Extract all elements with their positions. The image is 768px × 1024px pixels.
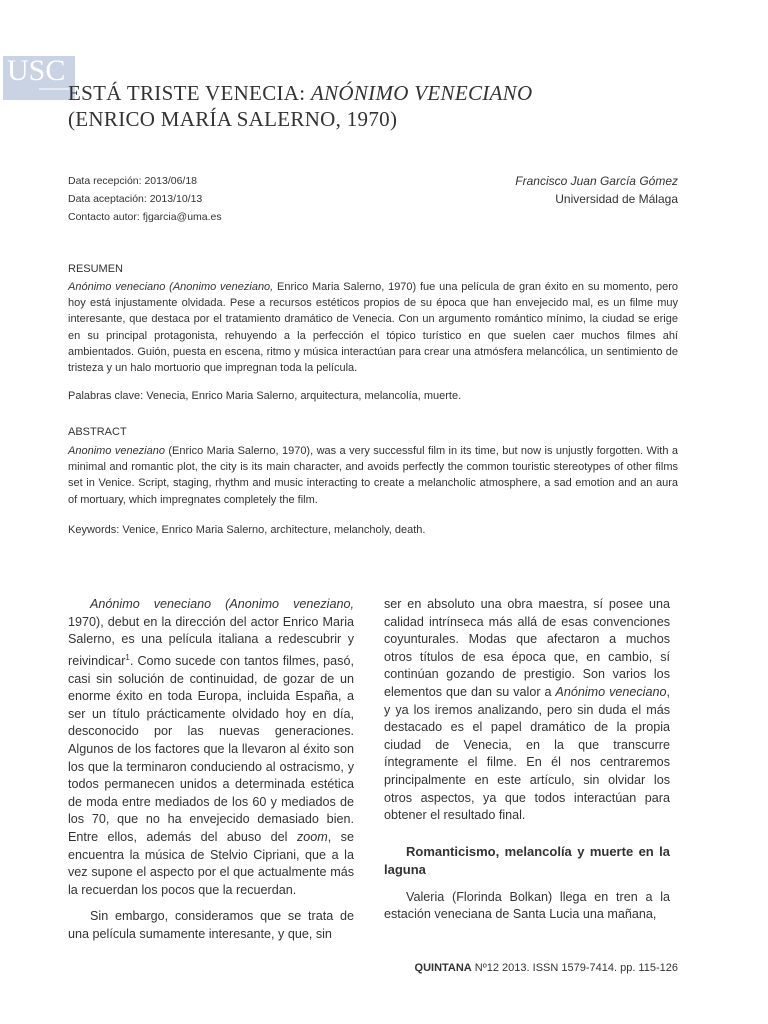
accepted-date: Data aceptación: 2013/10/13 xyxy=(68,193,203,205)
submission-meta xyxy=(68,172,222,226)
abstract-text xyxy=(68,443,678,508)
resumen-heading: RESUMEN xyxy=(68,263,124,275)
article-title xyxy=(68,80,708,132)
abstract-italic: Anonimo veneziano xyxy=(68,445,165,457)
title-line1-italic: ANÓNIMO VENECIANO xyxy=(310,81,533,105)
footnote-ref: 1 xyxy=(125,652,130,662)
title-line2: (ENRICO MARÍA SALERNO, 1970) xyxy=(68,107,398,131)
journal-details: Nº12 2013. ISSN 1579-7414. pp. 115-126 xyxy=(471,962,678,974)
page-footer xyxy=(415,962,678,974)
logo-underline xyxy=(39,88,69,90)
author-contact: Contacto autor: fjgarcia@uma.es xyxy=(68,211,222,223)
abstract-keywords: Keywords: Venice, Enrico Maria Salerno, architecture, melancholy, death. xyxy=(68,524,426,536)
author-affiliation: Universidad de Málaga xyxy=(555,192,678,206)
body-p1-text-b: . Como sucede con tantos filmes, pasó, casi sin solución de continuidad, de gozar de un enorme éxito en toda Europa, incluida España, a ser un título prácticamente olvidado hoy en día, desconocido por las nuevas generaciones. Algunos de los factores que la llevaron al éxito son los que la terminaron conduciendo al ostracismo, y todos permanecen unidos a determinada estética de moda entre mediados de los 60 y mediados de los 70, que no ha envejecido demasiado bien. Entre ellos, además del abuso del xyxy=(68,653,354,844)
resumen-italic: Anónimo veneciano (Anonimo veneziano, xyxy=(68,281,274,293)
body-paragraph-1 xyxy=(68,596,354,899)
title-line1-plain: ESTÁ TRISTE VENECIA: xyxy=(68,81,311,105)
author-name: Francisco Juan García Gómez xyxy=(515,174,678,188)
resumen-body: Enrico Maria Salerno, 1970) fue una película de gran éxito en su momento, pero hoy está injustamente olvidada. Pese a recursos estéticos propios de su época que han envejecido mal, es un filme muy interesante, que destaca por el tratamiento dramático de Venecia. Con un argumento romántico mínimo, la ciudad se erige en su principal protagonista, rehuyendo a la perfección el tópico turístico en que suelen caer muchos filmes ahí ambientados. Guión, puesta en escena, ritmo y música interactúan para crear una atmósfera melancólica, un sentimiento de tristeza y un halo mortuorio que impregnan toda la película. xyxy=(68,281,678,375)
body-p1-text-c: , se encuentra la música de Stelvio Cipriani, que a la vez supone el aspecto por el que actualmente más la recuerdan los pocos que la recuerdan. xyxy=(68,829,354,897)
abstract-body: (Enrico Maria Salerno, 1970), was a very successful film in its time, but now is unjustly forgotten. With a minimal and romantic plot, the city is its main character, and avoids perfectly the common touristic stereotypes of other films set in Venice. Script, staging, rhythm and music interacting to create a melancholic atmosphere, a sad emotion and an aura of mortuary, which impregnates completely the film. xyxy=(68,445,678,506)
resumen-text xyxy=(68,279,678,376)
body-paragraph-2: Sin embargo, consideramos que se trata de una película sumamente interesante, y que, sin xyxy=(68,909,354,941)
body-p3-text-b: , y ya los iremos analizando, pero sin duda el más destacado es el papel dramático de la propia ciudad de Venecia, en la que transcurre íntegramente el filme. En él nos centraremos principalmente en este artículo, sin olvidar los otros aspectos, ya que todos interactúan para obtener el resultado final. xyxy=(384,684,670,823)
journal-name: QUINTANA xyxy=(414,962,472,974)
resumen-keywords: Palabras clave: Venecia, Enrico Maria Salerno, arquitectura, melancolía, muerte. xyxy=(68,390,462,402)
abstract-heading: ABSTRACT xyxy=(68,426,127,438)
body-p1-zoom: zoom xyxy=(296,829,328,844)
body-paragraph-4: Valeria (Florinda Bolkan) llega en tren a la estación veneciana de Santa Lucia una mañana, xyxy=(384,889,670,922)
logo-text: USC xyxy=(7,54,66,87)
body-column-right xyxy=(384,596,670,924)
university-logo xyxy=(3,56,75,100)
body-p3-text-a: ser en absoluto una obra maestra, sí posee una calidad intrínseca más allá de esas convenciones coyunturales. Modas que afectaron a muchos otros títulos de esa época que, en cambio, sí continúan gozando de prestigio. Son varios los elementos que dan su valor a xyxy=(384,597,670,699)
body-p3-italic: Anónimo veneciano xyxy=(555,684,667,699)
received-date: Data recepción: 2013/06/18 xyxy=(68,175,198,187)
body-paragraph-3 xyxy=(384,596,670,825)
author-block xyxy=(515,172,678,208)
body-p1-text-a: 1970), debut en la dirección del actor Enrico Maria Salerno, es una película italiana a redescubrir y reivindicar xyxy=(68,614,354,668)
section-heading: Romanticismo, melancolía y muerte en la laguna xyxy=(384,843,670,877)
body-p1-italic: Anónimo veneciano (Anonimo veneziano, xyxy=(90,597,354,611)
body-column-left xyxy=(68,596,354,943)
